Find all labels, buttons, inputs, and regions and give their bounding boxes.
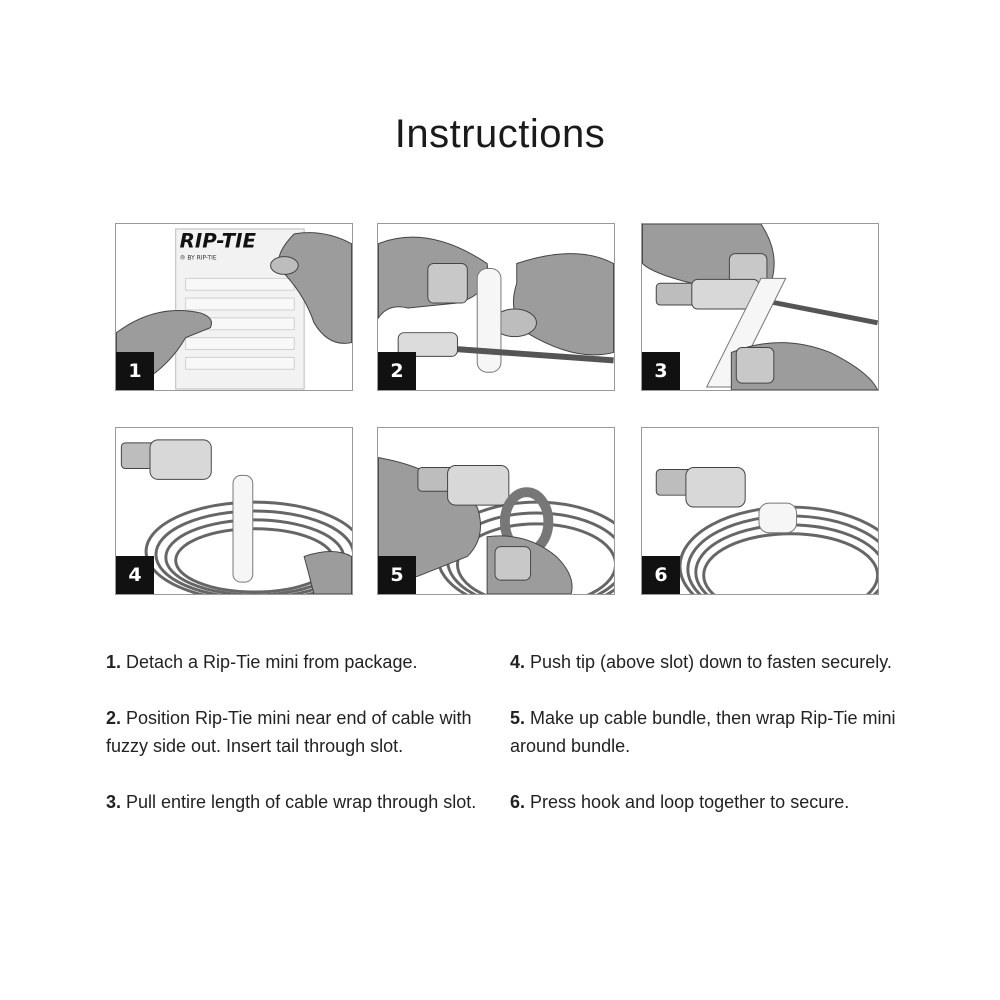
step-6-illustration — [641, 427, 879, 595]
step-3-text: 3. Pull entire length of cable wrap through slot. — [106, 792, 477, 812]
brand-logo: RIP-TIE — [179, 229, 256, 253]
step-number-badge: 5 — [378, 556, 416, 594]
step-number-badge: 6 — [642, 556, 680, 594]
step-2-illustration — [377, 223, 615, 391]
step-number-badge: 3 — [642, 352, 680, 390]
brand-logo-sub: ® BY RIP-TIE — [179, 255, 217, 262]
step-1-illustration — [115, 223, 353, 391]
step-6-text: 6. Press hook and loop together to secure. — [510, 792, 850, 812]
step-1-text: 1. Detach a Rip-Tie mini from package. — [106, 652, 418, 672]
step-5-text: 5. Make up cable bundle, then wrap Rip-Tie mini around bundle. — [510, 708, 896, 756]
step-number-badge: 1 — [116, 352, 154, 390]
step-4-text: 4. Push tip (above slot) down to fasten securely. — [510, 652, 892, 672]
steps-column-left — [106, 648, 486, 844]
step-3-illustration — [641, 223, 879, 391]
step-number-badge: 2 — [378, 352, 416, 390]
step-5-illustration — [377, 427, 615, 595]
step-number-badge: 4 — [116, 556, 154, 594]
steps-column-right — [510, 648, 900, 844]
step-2-text: 2. Position Rip-Tie mini near end of cable with fuzzy side out. Insert tail through slot. — [106, 708, 472, 756]
page-title: Instructions — [394, 112, 606, 156]
step-4-illustration — [115, 427, 353, 595]
